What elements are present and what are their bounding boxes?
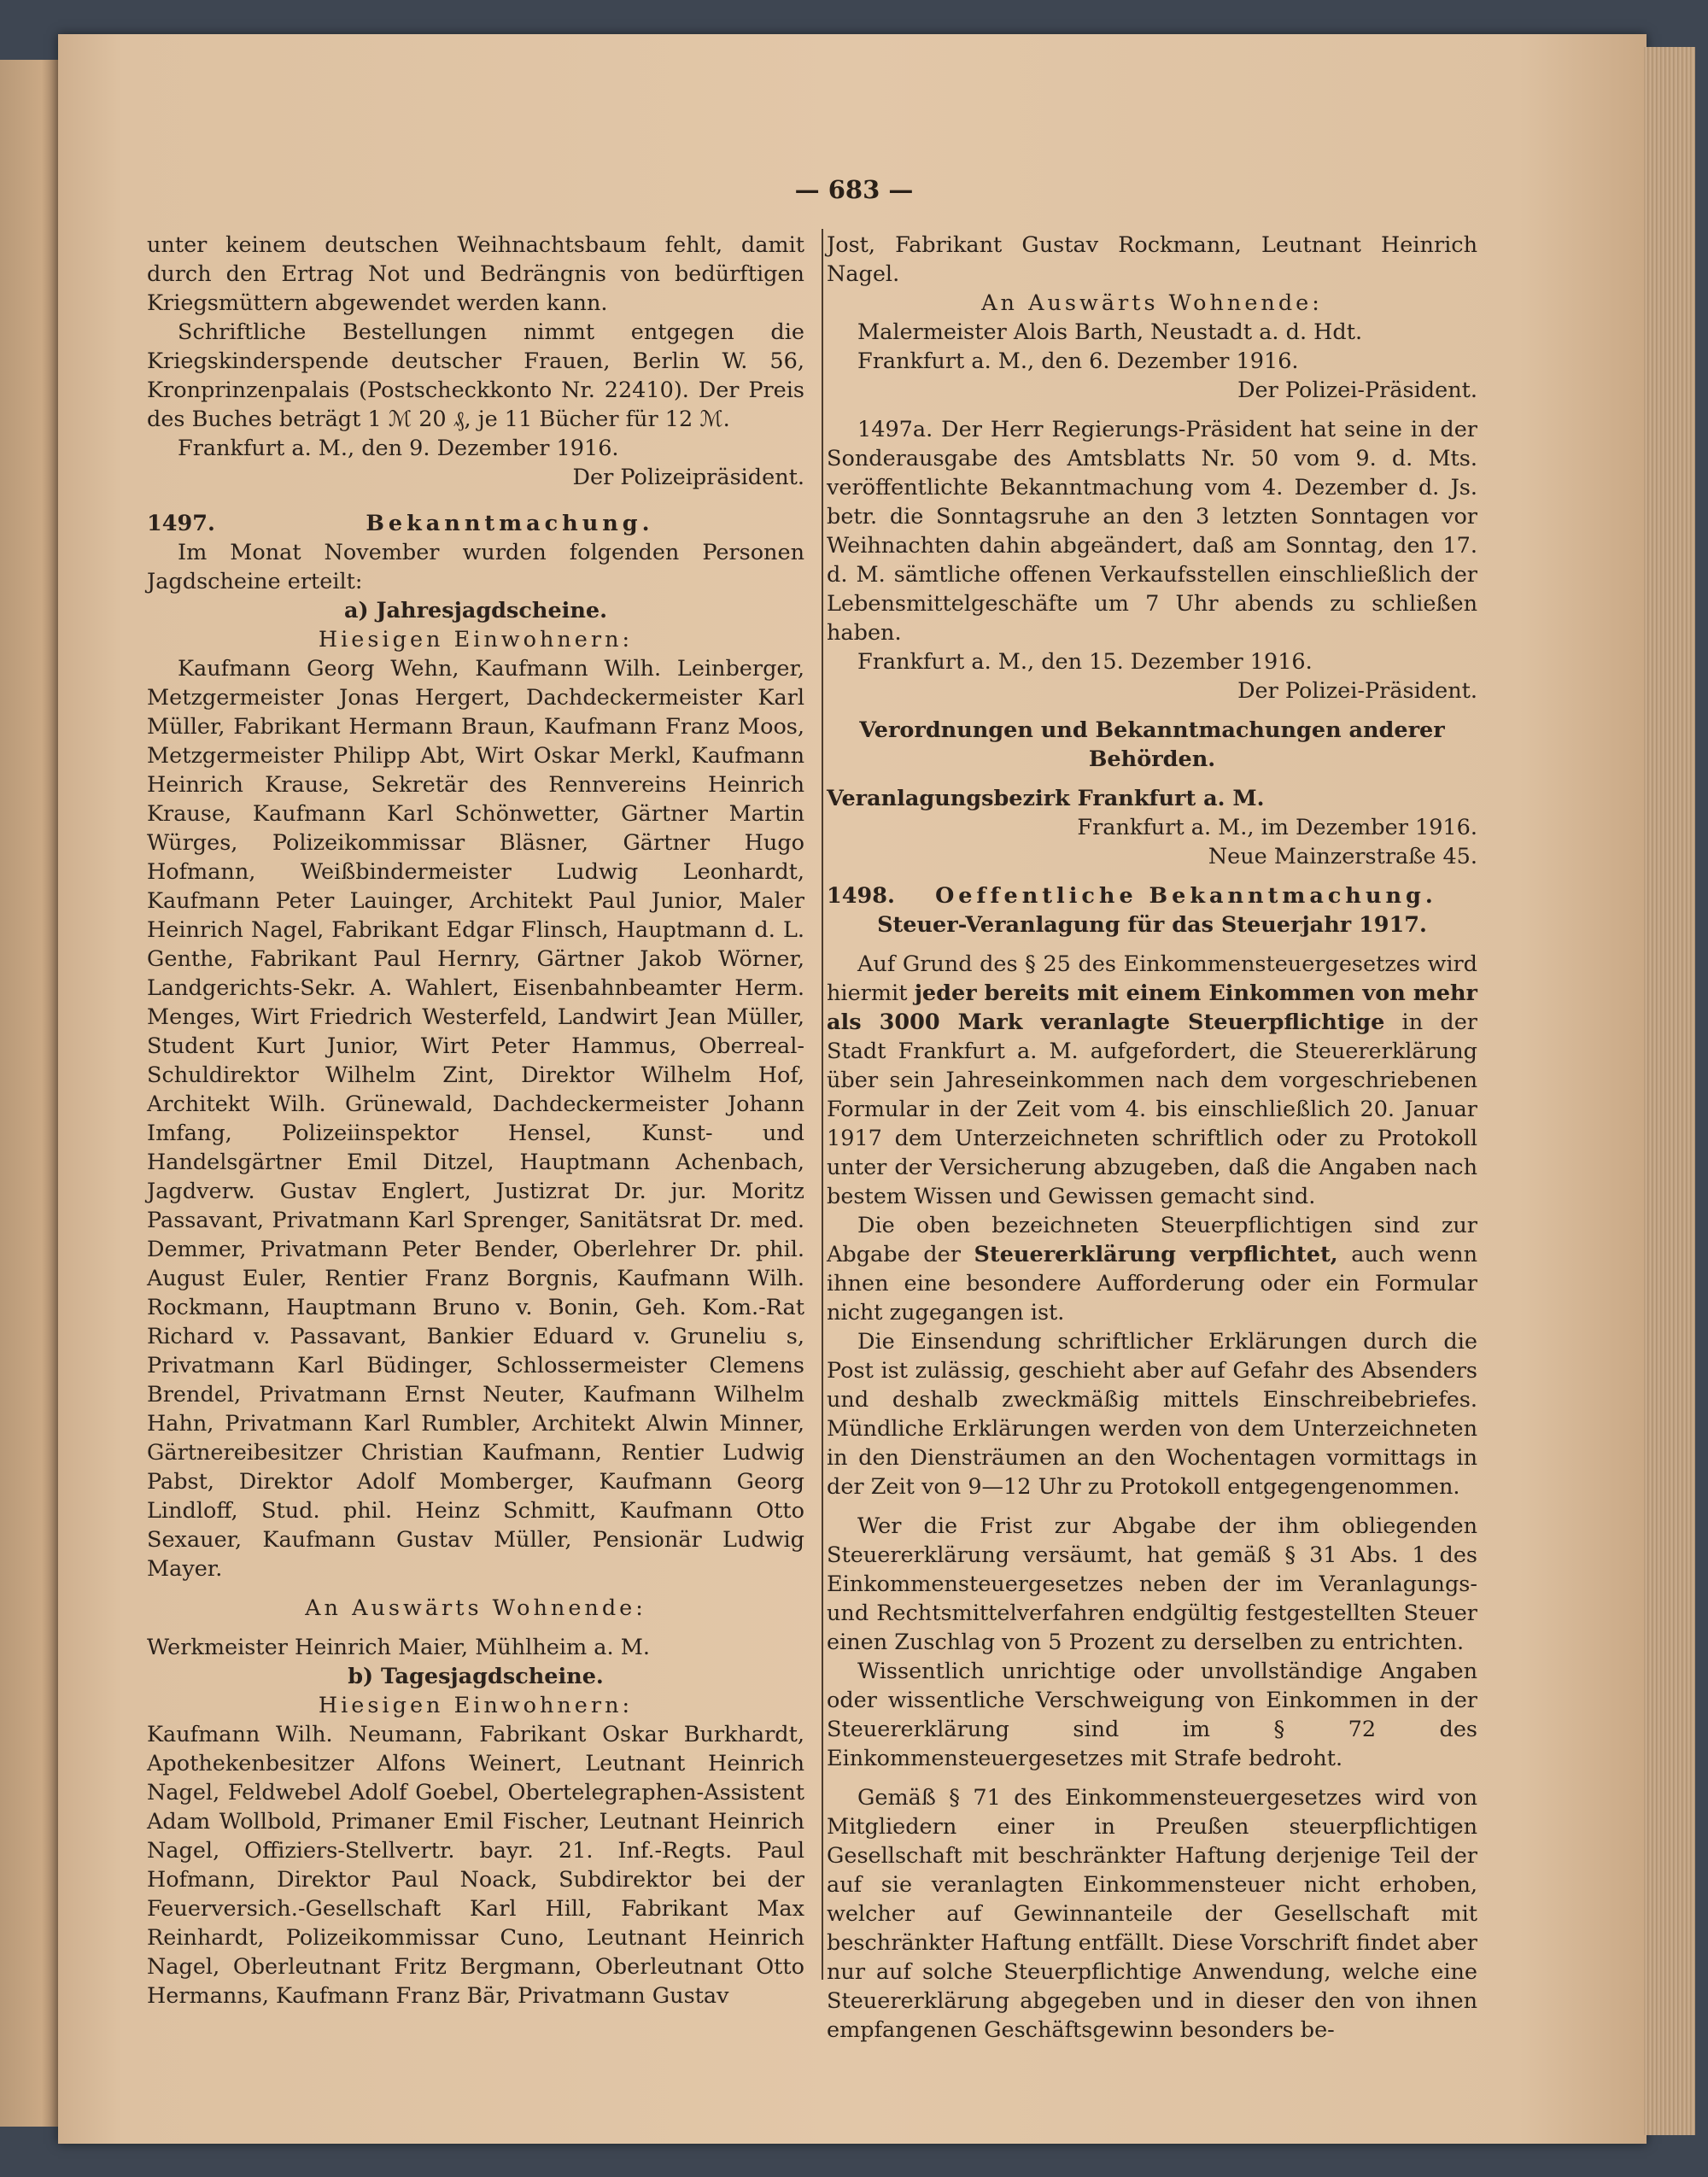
outside-b-heading: An Auswärts Wohnende:: [981, 290, 1323, 316]
outside-a-list: Werkmeister Heinrich Maier, Mühlheim a. M.: [147, 1635, 650, 1660]
outside-a-heading: An Auswärts Wohnende:: [305, 1595, 646, 1621]
intro-paragraph-1: unter keinem deutschen Weihnachtsbaum fehlt, damit durch den Ertrag Not und Bedrängnis von bedürftigen Kriegsmüttern abgewendet werden kann.: [147, 232, 804, 316]
residents-a-list: Kaufmann Georg Wehn, Kaufmann Wilh. Leinberger, Metzgermeister Jonas Hergert, Dachdeckermeister Karl Müller, Fabrikant Hermann Braun, Kaufmann Franz Moos, Metzgermeister Philipp Abt, Wirt Oskar Merkl, Kaufmann Heinrich Krause, Sekretär des Rennvereins Heinrich Krause, Kaufmann Karl Schönwetter, Gärtner Martin Würges, Polizeikommissar Bläsner, Gärtner Hugo Hofmann, Weißbindermeister Ludwig Leonhardt, Kaufmann Peter Lauinger, Architekt Paul Junior, Maler Heinrich Nagel, Fabrikant Edgar Flinsch, Hauptmann d. L. Genthe, Fabrikant Paul Hernry, Gärtner Jakob Wörner, Landgerichts-Sekr. A. Wahlert, Eisenbahnbeamter Herm. Menges, Wirt Friedrich Westerfeld, Landwirt Jean Müller, Student Kurt Junior, Wirt Peter Hammus, Oberreal-Schuldirektor Wilhelm Zint, Direktor Wilhelm Hof, Architekt Wilh. Grünewald, Dachdeckermeister Johann Imfang, Polizeiinspektor Hensel, Kunst- und Handelsgärtner Emil Ditzel, Hauptmann Achenbach, Jagdverw. Gustav Englert, Justizrat Dr. jur. Moritz Passavant, Privatmann Karl Sprenger, Sanitätsrat Dr. med. Demmer, Privatmann Peter Bender, Oberlehrer Dr. phil. August Euler, Rentier Franz Borgnis, Kaufmann Wilh. Rockmann, Hauptmann Bruno v. Bonin, Geh. Kom.-Rat Richard v. Passavant, Bankier Eduard v. Gruneliu s, Privatmann Karl Büdinger, Schlossermeister Clemens Brendel, Privatmann Ernst Neuter, Kaufmann Wilhelm Hahn, Privatmann Karl Rumbler, Architekt Alwin Minner, Gärtnereibesitzer Christian Kaufmann, Rentier Ludwig Pabst, Direktor Adolf Momberger, Kaufmann Georg Lindloff, Stud. phil. Heinz Schmitt, Kaufmann Otto Sexauer, Kaufmann Gustav Müller, Pensionär Ludwig Mayer.: [147, 656, 804, 1582]
previous-page-edge: [0, 60, 60, 2127]
notice-1498-paragraph-4: Wer die Frist zur Abgabe der ihm obliegenden Steuererklärung versäumt, hat gemäß § 31 Abs. 1 des Einkommensteuergesetzes neben der im Veranlagungs- und Rechtsmittelverfahren endgültig festgestellten Steuer einen Zuschlag von 5 Prozent zu derselben zu entrichten.: [827, 1513, 1477, 1655]
notice-1498-paragraph-3: Die Einsendung schriftlicher Erklärungen durch die Post ist zulässig, geschieht aber auf Gefahr des Absenders und deshalb zweckmäßig mittels Einschreibebriefes. Mündliche Erklärungen werden von dem Unterzeichneten in den Diensträumen an den Wochentagen vormittags in der Zeit von 9—12 Uhr zu Protokoll entgegengenommen.: [827, 1329, 1477, 1500]
notice-1498-heading: [827, 881, 1477, 910]
intro-signature: Der Polizeipräsident.: [572, 465, 804, 490]
intro-date: Frankfurt a. M., den 9. Dezember 1916.: [178, 436, 619, 461]
signature-1497: Der Polizei-Präsident.: [1237, 377, 1477, 403]
district-address: Neue Mainzerstraße 45.: [1208, 844, 1477, 869]
notice-1498-paragraph-6: Gemäß § 71 des Einkommensteuergesetzes wird von Mitgliedern einer in Preußen steuerpflichtigen Gesellschaft mit beschränkter Haftung derjenige Teil der auf sie veranlagten Einkommensteuer nicht erhoben, welcher auf Gewinnanteile der Gesellschaft mit beschränkter Haftung entfällt. Diese Vorschrift findet aber nur auf solche Steuerpflichtige Anwendung, welche eine Steuererklärung abgegeben und in dieser den von ihnen empfangenen Geschäftsgewinn besonders be-: [827, 1785, 1477, 2043]
notice-title: Oeffentliche Bekanntmachung.: [935, 883, 1437, 909]
section-a-heading: a) Jahresjagdscheine.: [344, 598, 607, 623]
residents-a-heading: Hiesigen Einwohnern:: [318, 627, 634, 653]
section-title-line-1: Verordnungen und Bekanntmachungen anderer: [859, 717, 1445, 743]
date-1497: Frankfurt a. M., den 6. Dezember 1916.: [857, 348, 1299, 374]
district-name: Veranlagungsbezirk Frankfurt a. M.: [827, 786, 1265, 811]
bold-phrase: Steuererklärung verpflichtet,: [974, 1242, 1338, 1267]
notice-1497a: 1497a. Der Herr Regierungs-Präsident hat seine in der Sonderausgabe des Amtsblatts Nr. 50 vom 9. d. Mts. veröffentlichte Bekanntmachung vom 4. Dezember d. Js. betr. die Sonntagsruhe an den 3 letzten Sonntagen vor Weihnachten dahin abgeändert, daß am Sonntag, den 17. d. M. sämtliche offenen Verkaufsstellen einschließlich der Lebensmittelgeschäfte um 7 Uhr abends zu schließen haben.: [827, 417, 1477, 646]
residents-b-heading: Hiesigen Einwohnern:: [318, 1693, 634, 1718]
date-1497a: Frankfurt a. M., den 15. Dezember 1916.: [857, 649, 1313, 675]
residents-b-list: Kaufmann Wilh. Neumann, Fabrikant Oskar Burkhardt, Apothekenbesitzer Alfons Weinert, Leutnant Heinrich Nagel, Feldwebel Adolf Goebel, Obertelegraphen-Assistent Adam Wollbold, Primaner Emil Fischer, Leutnant Heinrich Nagel, Offiziers-Stellvertr. bayr. 21. Inf.-Regts. Paul Hofmann, Direktor Paul Noack, Subdirektor bei der Feuerversich.-Gesellschaft Karl Hill, Fabrikant Max Reinhardt, Polizeikommissar Cuno, Leutnant Heinrich Nagel, Oberleutnant Fritz Bergmann, Oberleutnant Otto Hermanns, Kaufmann Franz Bär, Privatmann Gustav: [147, 1722, 804, 2009]
page-number: — 683 —: [794, 175, 914, 204]
residents-b-continued: Jost, Fabrikant Gustav Rockmann, Leutnant Heinrich Nagel.: [827, 232, 1477, 287]
notice-1497-intro: Im Monat November wurden folgenden Personen Jagdscheine erteilt:: [147, 540, 804, 594]
notice-1498-paragraph-5: Wissentlich unrichtige oder unvollständige Angaben oder wissentliche Verschweigung von Einkommen in der Steuererklärung sind im § 72 des Einkommensteuergesetzes mit Strafe bedroht.: [827, 1659, 1477, 1771]
notice-number: 1497.: [147, 511, 215, 536]
notice-1498-paragraph-1: Auf Grund des § 25 des Einkommensteuergesetzes wird hiermit jeder bereits mit einem Einkommen von mehr als 3000 Mark veranlagte Steuerpflichtige in der Stadt Frankfurt a. M. aufgefordert, die Steuererklärung über sein Jahreseinkommen nach dem vorgeschriebenen Formular in der Zeit vom 4. bis einschließlich 20. Januar 1917 dem Unterzeichneten schriftlich oder zu Protokoll unter der Versicherung abzugeben, daß die Angaben nach bestem Wissen und Gewissen gemacht sind.: [827, 951, 1477, 1209]
notice-number: 1498.: [827, 883, 895, 909]
column-divider: [822, 229, 823, 1980]
notice-title: Bekanntmachung.: [366, 511, 654, 536]
page-stack-edges: [1644, 47, 1695, 2135]
notice-1498-subtitle: Steuer-Veranlagung für das Steuerjahr 1917.: [877, 912, 1427, 938]
right-column: [827, 231, 1477, 2043]
outside-b-list: Malermeister Alois Barth, Neustadt a. d. Hdt.: [857, 319, 1363, 345]
left-column: [147, 231, 804, 2009]
notice-1497-heading: [147, 509, 804, 538]
district-date: Frankfurt a. M., im Dezember 1916.: [1077, 815, 1477, 840]
signature-1497a: Der Polizei-Präsident.: [1237, 678, 1477, 704]
intro-paragraph-2: Schriftliche Bestellungen nimmt entgegen die Kriegskinderspende deutscher Frauen, Berlin W. 56, Kronprinzenpalais (Postscheckkonto Nr. 22410). Der Preis des Buches beträgt 1 ℳ 20 ₰, je 11 Bücher für 12 ℳ.: [147, 319, 804, 432]
bold-phrase: jeder bereits mit einem Einkommen von mehr als 3000 Mark veranlagte Steuerpflichtige: [827, 980, 1477, 1035]
notice-1498-paragraph-2: Die oben bezeichneten Steuerpflichtigen sind zur Abgabe der Steuererklärung verpflichtet, auch wenn ihnen eine besondere Aufforderung oder ein Formular nicht zugegangen ist.: [827, 1213, 1477, 1326]
section-b-heading: b) Tagesjagdscheine.: [348, 1664, 604, 1689]
section-title-line-2: Behörden.: [1088, 746, 1216, 772]
